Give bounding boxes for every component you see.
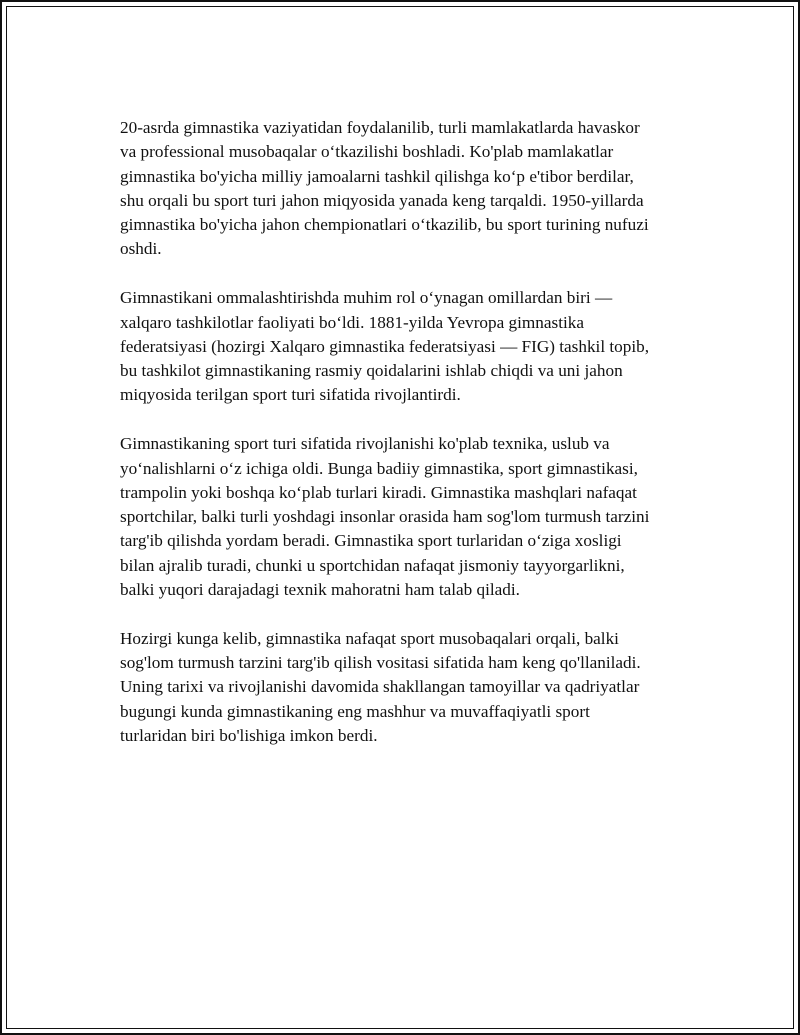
text-line: 20-asrda gimnastika vaziyatidan foydalanilib, turli mamlakatlarda havaskor bbox=[120, 118, 640, 137]
text-line: xalqaro tashkilotlar faoliyati bo‘ldi. 1881-yilda Yevropa gimnastika bbox=[120, 312, 584, 332]
text-line: trampolin yoki boshqa ko‘plab turlari kiradi. Gimnastika mashqlari nafaqat bbox=[120, 482, 637, 502]
text-line: gimnastika bo'yicha milliy jamoalarni tashkil qilishga ko‘p e'tibor berdilar, bbox=[120, 166, 634, 186]
text-line: oshdi. bbox=[120, 239, 162, 259]
text-line: Gimnastikaning sport turi sifatida rivojlanishi ko'plab texnika, uslub va bbox=[120, 434, 610, 454]
text-line: Uning tarixi va rivojlanishi davomida shakllangan tamoyillar va qadriyatlar bbox=[120, 677, 640, 697]
text-line: targ'ib qilishda yordam beradi. Gimnastika sport turlaridan o‘ziga xosligi bbox=[120, 531, 622, 551]
text-line: bilan ajralib turadi, chunki u sportchidan nafaqat jismoniy tayyorgarlikni, bbox=[120, 555, 625, 575]
text-line: va professional musobaqalar o‘tkazilishi boshladi. Ko'plab mamlakatlar bbox=[120, 142, 614, 162]
paragraph-1 bbox=[120, 116, 710, 262]
text-line: balki yuqori darajadagi texnik mahoratni ham talab qiladi. bbox=[120, 580, 520, 600]
paragraph-4 bbox=[120, 627, 710, 748]
text-line: gimnastika bo'yicha jahon chempionatlari o‘tkazilib, bu sport turining nufuzi bbox=[120, 215, 649, 235]
document-body bbox=[120, 116, 710, 748]
text-line: sog'lom turmush tarzini targ'ib qilish vositasi sifatida ham keng qo'llaniladi. bbox=[120, 653, 641, 673]
text-line: miqyosida terilgan sport turi sifatida rivojlantirdi. bbox=[120, 385, 461, 405]
text-line: bugungi kunda gimnastikaning eng mashhur va muvaffaqiyatli sport bbox=[120, 701, 590, 721]
text-line: sportchilar, balki turli yoshdagi insonlar orasida ham sog'lom turmush tarzini bbox=[120, 507, 650, 527]
text-line: turlaridan biri bo'lishiga imkon berdi. bbox=[120, 726, 378, 746]
paragraph-2 bbox=[120, 286, 710, 407]
text-line: Gimnastikani ommalashtirishda muhim rol o‘ynagan omillardan biri — bbox=[120, 288, 613, 308]
text-line: bu tashkilot gimnastikaning rasmiy qoidalarini ishlab chiqdi va uni jahon bbox=[120, 361, 623, 381]
text-line: shu orqali bu sport turi jahon miqyosida yanada keng tarqaldi. 1950-yillarda bbox=[120, 190, 644, 210]
text-line: Hozirgi kunga kelib, gimnastika nafaqat sport musobaqalari orqali, balki bbox=[120, 628, 619, 648]
text-line: yo‘nalishlarni o‘z ichiga oldi. Bunga badiiy gimnastika, sport gimnastikasi, bbox=[120, 458, 638, 478]
text-line: federatsiyasi (hozirgi Xalqaro gimnastika federatsiyasi — FIG) tashkil topib, bbox=[120, 336, 650, 356]
paragraph-3 bbox=[120, 432, 710, 602]
